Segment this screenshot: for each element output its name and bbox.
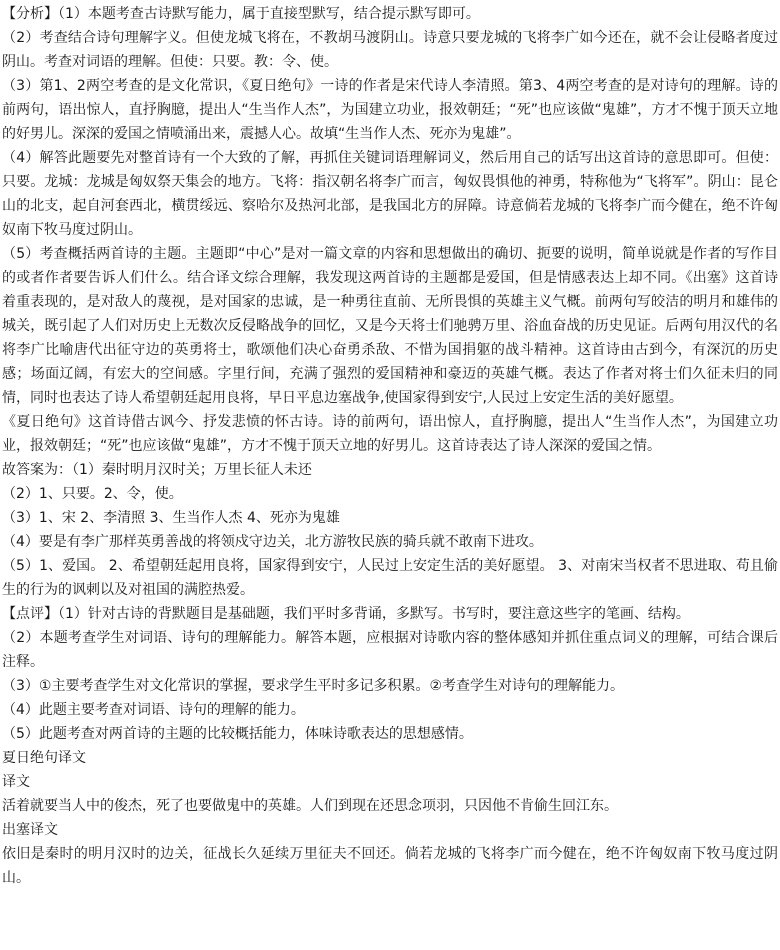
answer-part-5: （5）1、爱国。 2、希望朝廷起用良将，国家得到安宁，人民过上安定生活的美好愿望。 3、对南宋当权者不思进取、苟且偷生的行为的讽刺以及对祖国的满腔热爱。 bbox=[2, 558, 778, 598]
translation-label: 译文 bbox=[2, 774, 30, 790]
answer-part-2: （2）1、只要。2、令，使。 bbox=[2, 486, 183, 502]
analysis-part-5-summer: 《夏日绝句》这首诗借古讽今、抒发悲愤的怀古诗。诗的前两句，语出惊人，直抒胸臆，提出人“生当作人杰”，为国建立功业，报效朝廷；“死”也应该做“鬼雄”，方才不愧于顶天立地的好男儿。这首诗表达了诗人深深的爱国之情。 bbox=[2, 414, 778, 454]
frontier-poem-translation-heading: 出塞译文 bbox=[2, 822, 58, 838]
frontier-poem-translation-text: 依旧是秦时的明月汉时的边关，征战长久延续万里征夫不回还。倘若龙城的飞将李广而今健在，绝不许匈奴南下牧马度过阴山。 bbox=[2, 846, 778, 886]
summer-poem-translation-text: 活着就要当人中的俊杰，死了也要做鬼中的英雄。人们到现在还思念项羽，只因他不肯偷生回江东。 bbox=[2, 798, 618, 814]
answer-part-1: 故答案为：（1）秦时明月汉时关；万里长征人未还 bbox=[2, 462, 312, 478]
comment-part-2: （2）本题考查学生对词语、诗句的理解能力。解答本题，应根据对诗歌内容的整体感知并抓住重点词义的理解，可结合课后注释。 bbox=[2, 630, 778, 670]
analysis-part-4: （4）解答此题要先对整首诗有一个大致的了解，再抓住关键词语理解词义，然后用自己的话写出这首诗的意思即可。但使：只要。龙城：龙城是匈奴祭天集会的地方。飞将：指汉朝名将李广而言，匈奴畏惧他的神勇，特称他为“飞将军”。阴山：昆仑山的北支，起自河套西北，横贯绥远、察哈尔及热河北部，是我国北方的屏障。诗意倘若龙城的飞将李广而今健在，绝不许匈奴南下牧马度过阴山。 bbox=[2, 150, 778, 238]
comment-part-3: （3）①主要考查学生对文化常识的掌握，要求学生平时多记多积累。②考查学生对诗句的理解能力。 bbox=[2, 678, 625, 694]
answer-part-3: （3）1、宋 2、李清照 3、生当作人杰 4、死亦为鬼雄 bbox=[2, 510, 340, 526]
comment-part-1: 【点评】（1）针对古诗的背默题目是基础题，我们平时多背诵，多默写。书写时，要注意这些字的笔画、结构。 bbox=[2, 606, 690, 622]
comment-part-4: （4）此题主要考查对词语、诗句的理解的能力。 bbox=[2, 702, 305, 718]
analysis-part-5: （5）考查概括两首诗的主题。主题即“中心”是对一篇文章的内容和思想做出的确切、扼要的说明，简单说就是作者的写作目的或者作者要告诉人们什么。结合译文综合理解，我发现这两首诗的主题都是爱国，但是情感表达上却不同。《出塞》这首诗着重表现的，是对敌人的蔑视，是对国家的忠诚，是一种勇往直前、无所畏惧的英雄主义气概。前两句写皎洁的明月和雄伟的城关，既引起了人们对历史上无数次反侵略战争的回忆，又是今天将士们驰骋万里、浴血奋战的历史见证。后两句用汉代的名将李广比喻唐代出征守边的英勇将士，歌颂他们决心奋勇杀敌、不惜为国捐躯的战斗精神。这首诗由古到今，有深沉的历史感；场面辽阔，有宏大的空间感。字里行间，充满了强烈的爱国精神和豪迈的英雄气概。表达了作者对将士们久征未归的同情，同时也表达了诗人希望朝廷起用良将，早日平息边塞战争,使国家得到安宁,人民过上安定生活的美好愿望。 bbox=[2, 246, 778, 406]
answer-part-4: （4）要是有李广那样英勇善战的将领戍守边关，北方游牧民族的骑兵就不敢南下进攻。 bbox=[2, 534, 543, 550]
analysis-part-2: （2）考查结合诗句理解字义。但使龙城飞将在，不教胡马渡阴山。诗意只要龙城的飞将李广如今还在，就不会让侵略者度过阴山。考查对词语的理解。但使：只要。教：令、使。 bbox=[2, 30, 778, 70]
analysis-part-3: （3）第1、2两空考查的是文化常识，《夏日绝句》一诗的作者是宋代诗人李清照。第3、4两空考查的是对诗句的理解。诗的前两句，语出惊人，直抒胸臆，提出人“生当作人杰”，为国建立功业，报效朝廷；“死”也应该做“鬼雄”，方才不愧于顶天立地的好男儿。深深的爱国之情喷涌出来，震撼人心。故填“生当作人杰、死亦为鬼雄”。 bbox=[2, 78, 778, 142]
summer-poem-translation-heading: 夏日绝句译文 bbox=[2, 750, 86, 766]
comment-part-5: （5）此题考查对两首诗的主题的比较概括能力，体味诗歌表达的思想感情。 bbox=[2, 726, 473, 742]
analysis-intro: 【分析】（1）本题考查古诗默写能力，属于直接型默写，结合提示默写即可。 bbox=[2, 6, 480, 22]
